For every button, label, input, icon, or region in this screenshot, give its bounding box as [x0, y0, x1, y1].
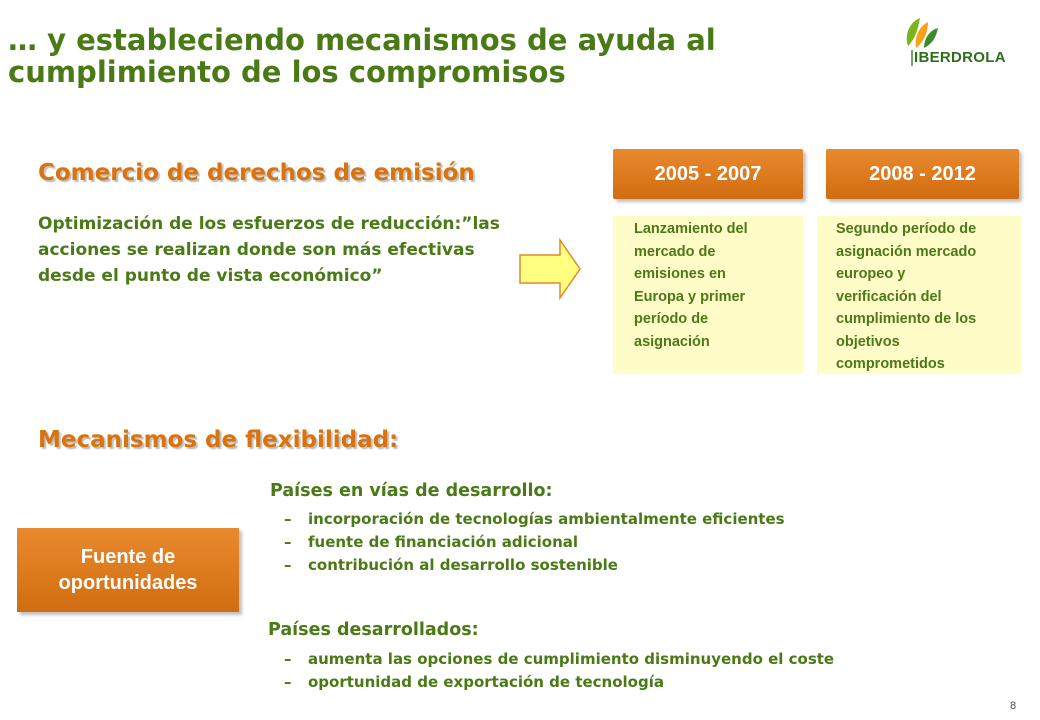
period-line: período de	[634, 311, 709, 327]
fuente-oportunidades-box	[17, 528, 239, 612]
bullet-text: aumenta las opciones de cumplimiento disminuyendo el coste	[308, 650, 835, 668]
period-description-2005-2007	[613, 216, 803, 374]
page-number: 8	[1010, 700, 1017, 712]
bullet-text: incorporación de tecnologías ambientalmente eficientes	[308, 510, 785, 528]
bullet-list-desarrollados	[284, 648, 834, 694]
group-heading-desarrollados: Países desarrollados:	[268, 620, 479, 640]
bullet-text: contribución al desarrollo sostenible	[308, 556, 618, 574]
period-description-2008-2012	[817, 216, 1021, 374]
logo-text: IBERDROLA	[914, 49, 1006, 66]
mecanismos-heading: Mecanismos de flexibilidad:	[38, 427, 399, 453]
period-line: asignación mercado	[836, 243, 977, 260]
bullet-text: oportunidad de exportación de tecnología	[308, 673, 664, 691]
period-line: objetivos	[836, 333, 900, 350]
bullet-item	[284, 671, 834, 694]
period-line: asignación	[634, 333, 710, 350]
bullet-dash: –	[284, 510, 292, 528]
optimizacion-text: Optimización de los esfuerzos de reducción:”las acciones se realizan donde son más efectivas desde el punto de vista económico”	[38, 214, 500, 286]
bullet-text: fuente de financiación adicional	[308, 533, 579, 551]
period-header-2008-2012: 2008 - 2012	[826, 149, 1019, 199]
period-line: Lanzamiento del	[634, 221, 748, 237]
bullet-dash: –	[284, 556, 292, 574]
period-line: comprometidos	[836, 356, 945, 372]
bullet-item	[284, 508, 785, 531]
period-line: verificación del	[836, 288, 942, 305]
bullet-item	[284, 531, 785, 554]
slide-title: … y estableciendo mecanismos de ayuda al cumplimiento de los compromisos	[8, 23, 716, 89]
bullet-dash: –	[284, 650, 292, 668]
period-header-2005-2007: 2005 - 2007	[613, 149, 803, 199]
period-line: emisiones en	[634, 266, 726, 282]
comercio-heading: Comercio de derechos de emisión	[38, 160, 475, 186]
period-line: Europa y primer	[634, 288, 746, 305]
bullet-dash: –	[284, 533, 292, 551]
period-line: mercado de	[634, 243, 716, 260]
group-heading-en-desarrollo: Países en vías de desarrollo:	[270, 481, 553, 501]
right-arrow-icon	[518, 238, 582, 300]
bullet-item	[284, 554, 785, 577]
fuente-label: Fuente de oportunidades	[58, 546, 198, 594]
bullet-item	[284, 648, 834, 671]
bullet-list-en-desarrollo	[284, 508, 785, 577]
period-line: Segundo período de	[836, 221, 977, 237]
period-line: cumplimiento de los	[836, 311, 977, 327]
iberdrola-logo	[902, 14, 1022, 74]
period-line: europeo y	[836, 266, 906, 282]
bullet-dash: –	[284, 673, 292, 691]
